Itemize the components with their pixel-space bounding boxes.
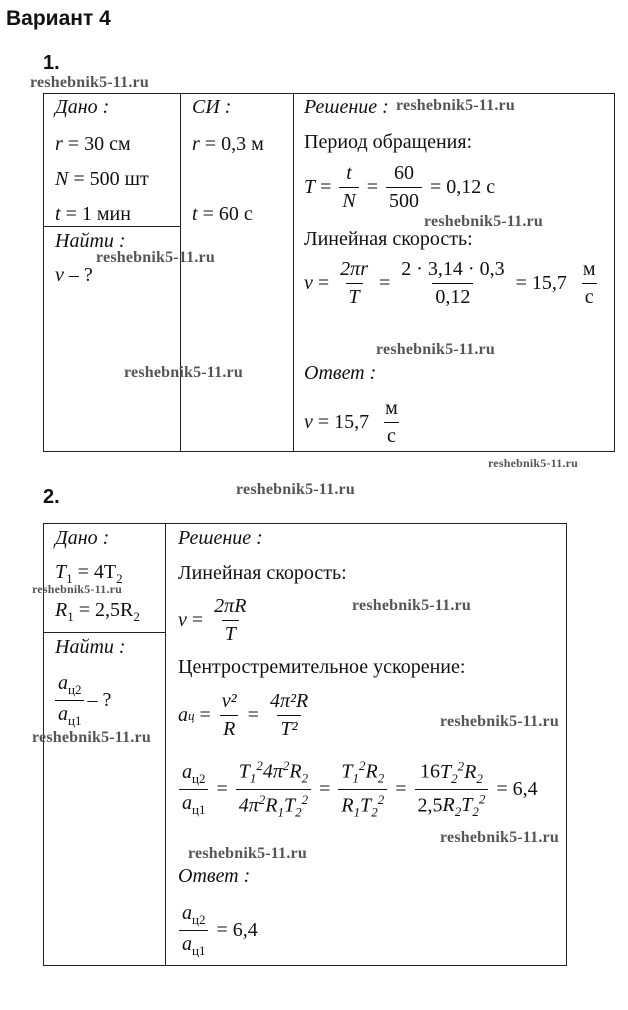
task1-speed-formula: v = $\frac{2\pi r}{T}$ = $\frac{2 \cdot 3,14 \cdot 0,3}{0,12}$ = 15,7 $\frac{м}{с}$ bbox=[304, 258, 596, 308]
task1-si-label: СИ : bbox=[192, 96, 232, 118]
task2-given-label: Дано : bbox=[55, 527, 110, 549]
task2-number: 2. bbox=[43, 486, 60, 508]
watermark: reshebnik5-11.ru bbox=[396, 97, 515, 114]
page-title: Вариант 4 bbox=[6, 7, 111, 30]
task2-ratio-formula: $\frac{a_{ц2}}{a_{ц1}}$ = $\frac{T_1^24\pi^2R_2}{4\pi^2R_1T_2^2}$ = $\frac{T_1^2R_2}{R_1T_2^2}$ = $\frac{16T_2^2R_2}{2,5R_2T_2^2}$ = 6,4 bbox=[176, 758, 538, 820]
watermark: reshebnik5-11.ru bbox=[96, 249, 215, 266]
task1-divider-2 bbox=[293, 93, 294, 452]
task2-accel-formula: a ц = $\frac{\text{v²}}{R}$ = $\frac{\text{4π²R}}{\text{T²}}$ bbox=[178, 690, 309, 740]
task2-divider bbox=[165, 523, 166, 966]
task1-divider-given bbox=[43, 226, 181, 227]
task2-find: $\frac{a_{ц2}}{a_{ц1}}$ – ? bbox=[52, 672, 111, 729]
task1-find-v: v – ? bbox=[55, 264, 93, 286]
watermark: reshebnik5-11.ru bbox=[352, 597, 471, 614]
task1-si-r: r = 0,3 м bbox=[192, 133, 264, 155]
task2-speed-formula: v = $\frac{2\pi R}{T}$ bbox=[178, 595, 247, 645]
task2-answer: $\frac{a_{ц2}}{a_{ц1}}$ = 6,4 bbox=[176, 902, 258, 959]
task2-find-label: Найти : bbox=[55, 636, 126, 658]
task1-find-label: Найти : bbox=[55, 230, 126, 252]
watermark: reshebnik5-11.ru bbox=[440, 713, 559, 730]
task1-period-formula: T = $\frac{t}{N}$ = $\frac{60}{500}$ = 0,12 с bbox=[304, 162, 496, 212]
task1-solution-label: Решение : bbox=[304, 96, 389, 118]
task1-given-N: N = 500 шт bbox=[55, 168, 149, 190]
task1-answer: v = 15,7 $\frac{м}{с}$ bbox=[304, 397, 398, 447]
watermark: reshebnik5-11.ru bbox=[376, 341, 495, 358]
task2-given-line1: $T_1 = 4T_2$ bbox=[55, 561, 123, 586]
task1-number: 1. bbox=[43, 52, 60, 74]
watermark: reshebnik5-11.ru bbox=[440, 829, 559, 846]
task2-answer-label: Ответ : bbox=[178, 865, 251, 887]
task1-given-r: r = 30 см bbox=[55, 133, 131, 155]
watermark: reshebnik5-11.ru bbox=[424, 213, 543, 230]
watermark: reshebnik5-11.ru bbox=[488, 456, 578, 470]
task1-given-label: Дано : bbox=[55, 96, 110, 118]
task1-period-text: Период обращения: bbox=[304, 131, 473, 153]
task2-divider-given bbox=[43, 632, 166, 633]
watermark: reshebnik5-11.ru bbox=[188, 845, 307, 862]
task1-divider-1 bbox=[180, 93, 181, 452]
watermark: reshebnik5-11.ru bbox=[30, 74, 149, 91]
task1-si-t: t = 60 с bbox=[192, 203, 253, 225]
task2-given-line2: $R_1 = 2,5R_2$ bbox=[55, 599, 140, 624]
watermark: reshebnik5-11.ru bbox=[236, 481, 355, 498]
task2-solution-label: Решение : bbox=[178, 527, 263, 549]
task2-speed-text: Линейная скорость: bbox=[178, 562, 347, 584]
task1-speed-text: Линейная скорость: bbox=[304, 228, 473, 250]
watermark: reshebnik5-11.ru bbox=[32, 582, 122, 596]
task1-answer-label: Ответ : bbox=[304, 362, 377, 384]
watermark: reshebnik5-11.ru bbox=[32, 729, 151, 746]
task1-given-t: t = 1 мин bbox=[55, 203, 131, 225]
task2-accel-text: Центростремительное ускорение: bbox=[178, 656, 466, 678]
watermark: reshebnik5-11.ru bbox=[124, 364, 243, 381]
